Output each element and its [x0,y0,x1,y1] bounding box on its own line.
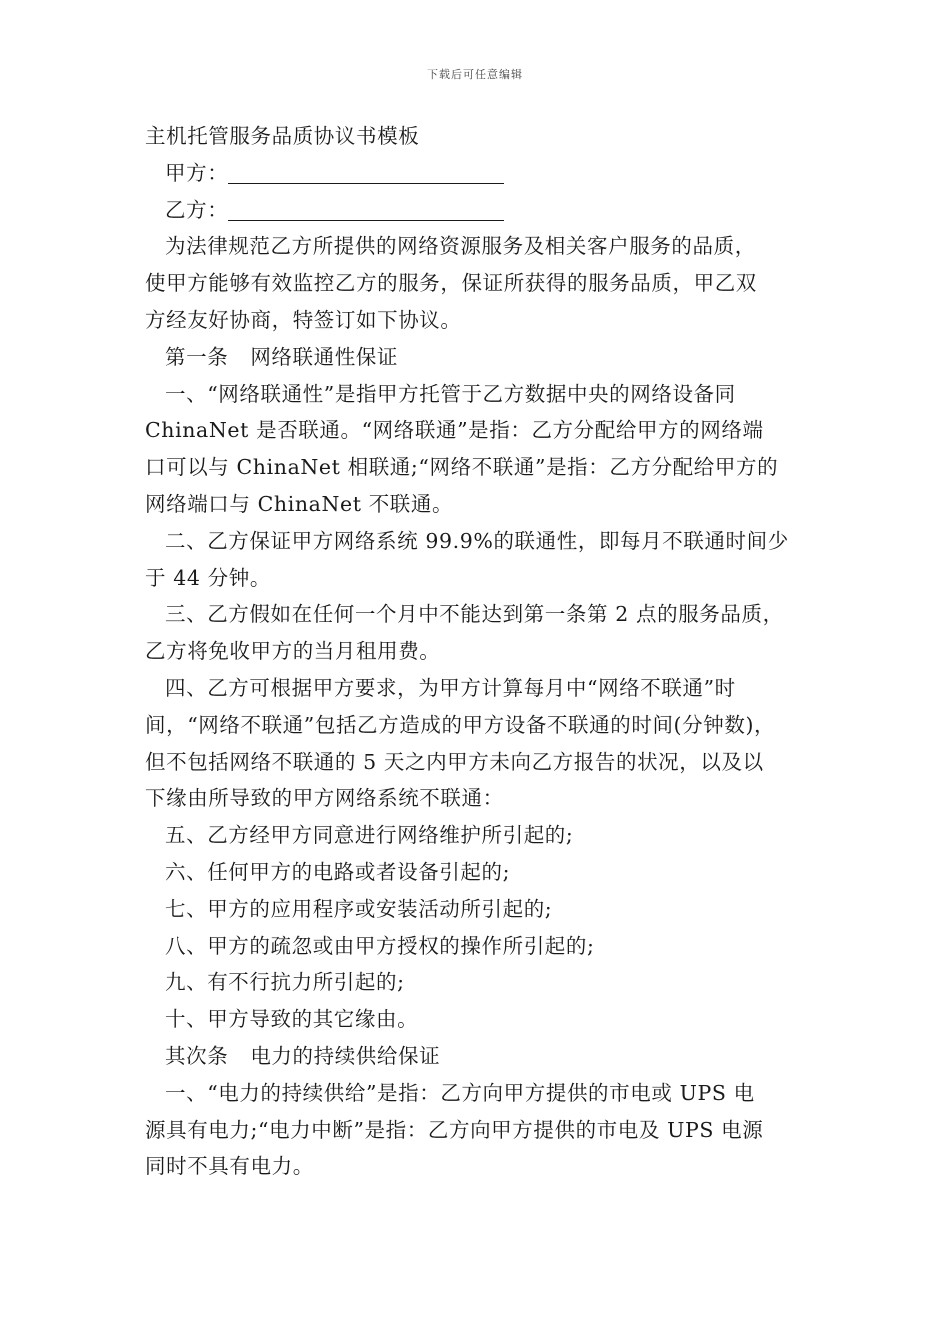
article1-title: 网络联通性保证 [250,344,399,369]
exclusion-item: 九、有不行抗力所引起的; [165,970,405,995]
article2-label: 其次条 [165,1043,229,1068]
header-note: 下载后可任意编辑 [427,68,523,81]
article1-heading [145,339,810,376]
article1-item2-line: 于 44 分钟。 [145,565,271,590]
article1-item3-line: 乙方将免收甲方的当月租用费。 [145,639,441,664]
article1-item1-line: 网络端口与 ChinaNet 不联通。 [145,491,454,516]
article2-item1-line: 同时不具有电力。 [145,1154,314,1179]
document-body [145,118,810,1185]
article1-label: 第一条 [165,344,229,369]
party-b-label: 乙方： [165,197,229,222]
party-a-blank[interactable] [228,163,504,184]
party-b-line [145,192,810,229]
article1-item3-line: 三、乙方假如在任何一个月中不能达到第一条第 2 点的服务品质， [165,602,784,627]
document-title: 主机托管服务品质协议书模板 [145,124,420,148]
article1-item1-line: ChinaNet 是否联通。“网络联通”是指：乙方分配给甲方的网络端 [145,418,764,443]
article2-item1-line: 源具有电力;“电力中断”是指：乙方向甲方提供的市电及 UPS 电源 [145,1117,764,1142]
exclusion-item: 十、甲方导致的其它缘由。 [165,1007,419,1032]
article1-item1-line: 口可以与 ChinaNet 相联通;“网络不联通”是指：乙方分配给甲方的 [145,455,779,480]
article2-heading [145,1038,810,1075]
party-b-blank[interactable] [228,200,504,221]
exclusion-item: 五、乙方经甲方同意进行网络维护所引起的; [165,823,574,848]
article1-item2-line: 二、乙方保证甲方网络系统 99.9%的联通性，即每月不联通时间少 [165,528,789,553]
article1-item1-line: 一、“网络联通性”是指甲方托管于乙方数据中央的网络设备同 [165,381,736,406]
article1-item4-line: 四、乙方可根据甲方要求，为甲方计算每月中“网络不联通”时 [165,675,736,700]
intro-line: 为法律规范乙方所提供的网络资源服务及相关客户服务的品质， [165,234,756,259]
party-a-line [145,155,810,192]
article1-item4-line: 但不包括网络不联通的 5 天之内甲方未向乙方报告的状况，以及以 [145,749,764,774]
article1-item4-line: 间，“网络不联通”包括乙方造成的甲方设备不联通的时间(分钟数)， [145,712,776,737]
intro-line: 使甲方能够有效监控乙方的服务，保证所获得的服务品质，甲乙双 [145,271,757,296]
article2-title: 电力的持续供给保证 [250,1043,441,1068]
exclusion-item: 六、任何甲方的电路或者设备引起的; [165,859,511,884]
exclusion-item: 七、甲方的应用程序或安装活动所引起的; [165,896,553,921]
article1-item4-line: 下缘由所导致的甲方网络系统不联通： [145,786,504,811]
exclusion-item: 八、甲方的疏忽或由甲方授权的操作所引起的; [165,933,595,958]
party-a-label: 甲方： [165,160,229,185]
article2-item1-line: 一、“电力的持续供给”是指：乙方向甲方提供的市电或 UPS 电 [165,1080,755,1105]
intro-line: 方经友好协商，特签订如下协议。 [145,307,462,332]
